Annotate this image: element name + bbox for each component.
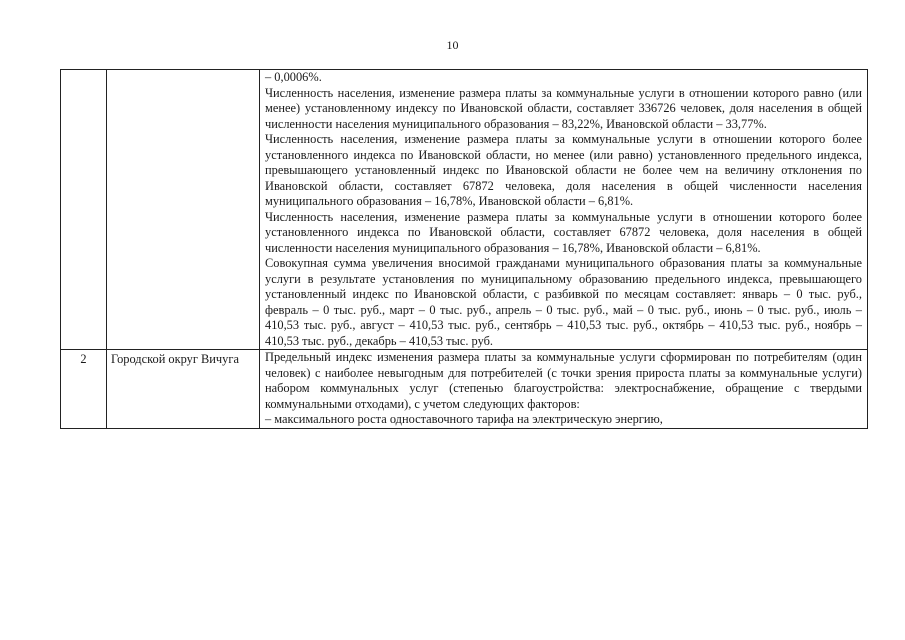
page-number: 10	[446, 38, 459, 52]
description-paragraph: Численность населения, изменение размера платы за коммунальные услуги в отношении которого равно (или менее) установленному индексу по Ивановской области, составляет 336726 человек, доля населения в общей численности населения муниципального образования – 83,22%, Ивановской области – 33,77%.	[265, 85, 862, 131]
description-cell	[260, 70, 868, 350]
description-paragraph: – 0,0006%.	[265, 70, 322, 84]
table-row	[61, 70, 868, 350]
description-paragraph: Численность населения, изменение размера платы за коммунальные услуги в отношении которого более установленного индекса по Ивановской области, но менее (или равно) установленного предельного индекса, превышающего установленный индекс по Ивановской области не более чем на величину отклонения по Ивановской области, составляет 67872 человека, доля населения в общей численности населения муниципального образования – 16,78%, Ивановской области – 6,81%.	[265, 132, 862, 208]
row-number-cell	[61, 70, 107, 350]
municipality-name-cell	[107, 70, 260, 350]
description-paragraph: Совокупная сумма увеличения вносимой гражданами муниципального образования платы за коммунальные услуги в результате установления по муниципальному образованию предельного индекса, превышающего установленный индекс по Ивановской области, с разбивкой по месяцам составляет: январь – 0 тыс. руб., февраль – 0 тыс. руб., март – 0 тыс. руб., апрель – 0 тыс. руб., май – 0 тыс. руб., июнь – 0 тыс. руб., июль – 410,53 тыс. руб., август – 410,53 тыс. руб., сентябрь – 410,53 тыс. руб., октябрь – 410,53 тыс. руб., ноябрь – 410,53 тыс. руб., декабрь – 410,53 тыс. руб.	[265, 256, 862, 348]
description-cell	[260, 350, 868, 429]
description-paragraph: Численность населения, изменение размера платы за коммунальные услуги в отношении которого более установленного индекса по Ивановской области, составляет 67872 человека, доля населения в общей численности населения муниципального образования – 16,78%, Ивановской области – 6,81%.	[265, 209, 862, 255]
table-row	[61, 350, 868, 429]
row-number-cell: 2	[61, 350, 107, 429]
municipality-name-cell: Городской округ Вичуга	[107, 350, 260, 429]
description-paragraph: Предельный индекс изменения размера платы за коммунальные услуги сформирован по потребителям (один человек) с наиболее невыгодным для потребителей (с точки зрения прироста платы за коммунальные услуги) набором коммунальных услуг (степенью благоустройства: электроснабжение, обращение с твердыми коммунальными отходами), с учетом следующих факторов:	[265, 350, 862, 411]
description-paragraph: – максимального роста одноставочного тарифа на электрическую энергию,	[265, 412, 663, 426]
indicators-table	[60, 69, 868, 429]
